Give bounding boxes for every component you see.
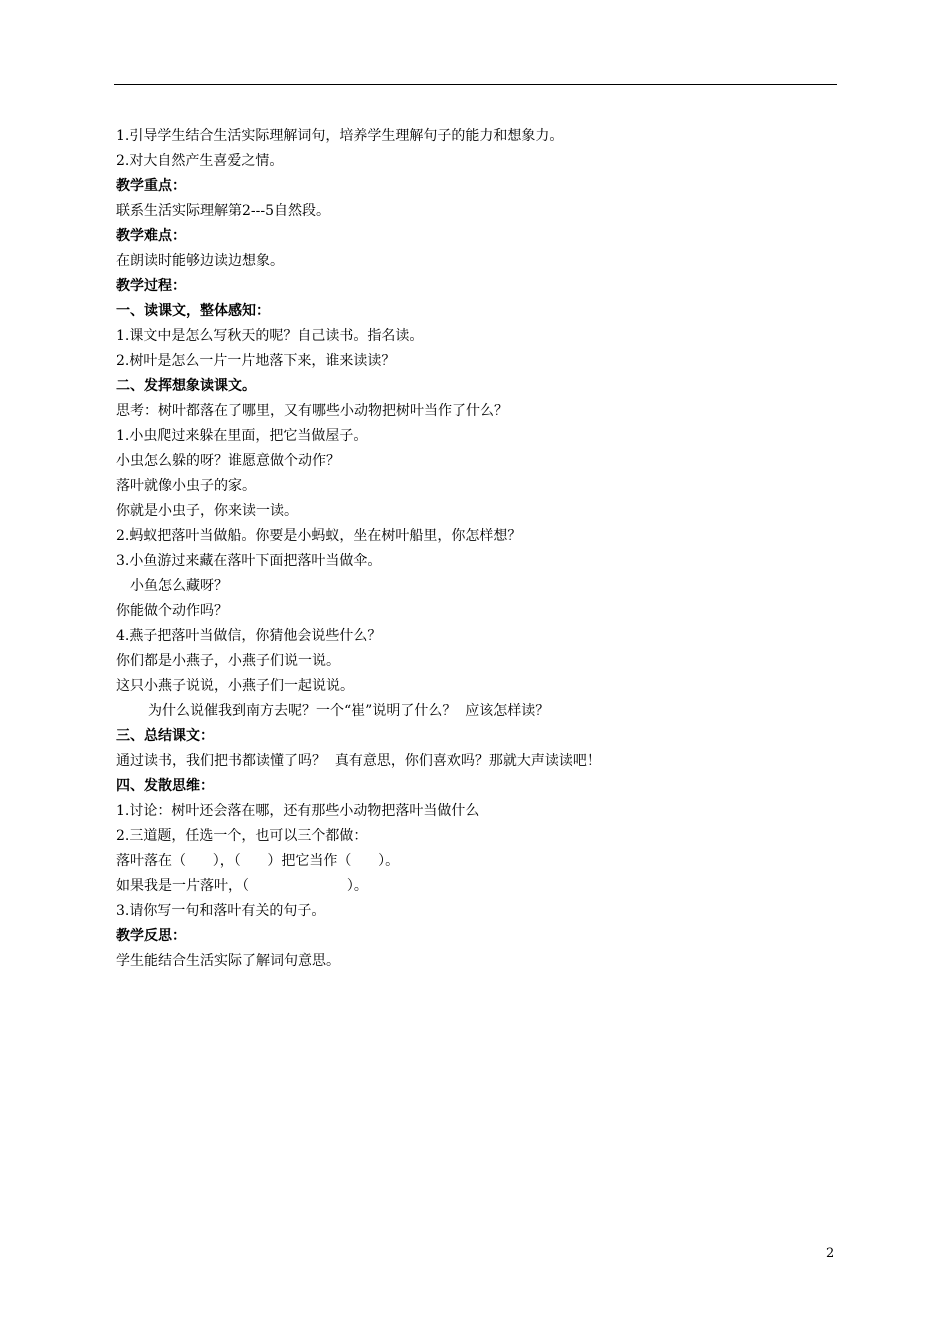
section-heading: 教学过程： (116, 278, 186, 294)
text-line: 思考：树叶都落在了哪里，又有哪些小动物把树叶当作了什么？ (116, 403, 508, 419)
text-line: 你们都是小燕子，小燕子们说一说。 (116, 653, 340, 669)
text-line: 3.小鱼游过来藏在落叶下面把落叶当做伞。 (116, 553, 382, 569)
text-line: 3.请你写一句和落叶有关的句子。 (116, 903, 326, 919)
text-line: 落叶就像小虫子的家。 (116, 478, 256, 494)
section-heading: 教学难点： (116, 228, 186, 244)
text-line: 小鱼怎么藏呀？ (130, 578, 228, 594)
text-line: 小虫怎么躲的呀？谁愿意做个动作？ (116, 453, 340, 469)
text-line: 1.引导学生结合生活实际理解词句，培养学生理解句子的能力和想象力。 (116, 128, 564, 144)
text-line: 联系生活实际理解第2---5自然段。 (116, 203, 331, 219)
text-line: 如果我是一片落叶，（ ）。 (116, 878, 368, 894)
section-heading: 二、发挥想象读课文。 (116, 378, 256, 394)
text-line: 你能做个动作吗？ (116, 603, 228, 619)
text-line: 通过读书，我们把书都读懂了吗？ 真有意思，你们喜欢吗？那就大声读读吧！ (116, 753, 601, 769)
document-body (116, 124, 836, 974)
text-line: 你就是小虫子，你来读一读。 (116, 503, 298, 519)
section-heading: 教学反思： (116, 928, 186, 944)
text-line: 2.蚂蚁把落叶当做船。你要是小蚂蚁，坐在树叶船里，你怎样想？ (116, 528, 522, 544)
section-heading: 四、发散思维： (116, 778, 214, 794)
text-line: 为什么说催我到南方去呢？一个“崔”说明了什么？ 应该怎样读？ (148, 703, 550, 719)
section-heading: 一、读课文，整体感知： (116, 303, 270, 319)
page-number: 2 (826, 1246, 835, 1261)
text-line: 1.小虫爬过来躲在里面，把它当做屋子。 (116, 428, 368, 444)
text-line: 落叶落在（ ），（ ）把它当作（ ）。 (116, 853, 400, 869)
header-rule (114, 84, 837, 85)
text-line: 学生能结合生活实际了解词句意思。 (116, 953, 340, 969)
text-line: 1.课文中是怎么写秋天的呢？自己读书。指名读。 (116, 328, 424, 344)
text-line: 在朗读时能够边读边想象。 (116, 253, 284, 269)
section-heading: 教学重点： (116, 178, 186, 194)
text-line: 这只小燕子说说，小燕子们一起说说。 (116, 678, 354, 694)
section-heading: 三、总结课文： (116, 728, 214, 744)
text-line: 2.对大自然产生喜爱之情。 (116, 153, 284, 169)
text-line: 4.燕子把落叶当做信，你猜他会说些什么？ (116, 628, 382, 644)
text-line: 2.树叶是怎么一片一片地落下来，谁来读读？ (116, 353, 396, 369)
text-line: 1.讨论：树叶还会落在哪，还有那些小动物把落叶当做什么 (116, 803, 480, 819)
text-line: 2.三道题，任选一个，也可以三个都做： (116, 828, 368, 844)
